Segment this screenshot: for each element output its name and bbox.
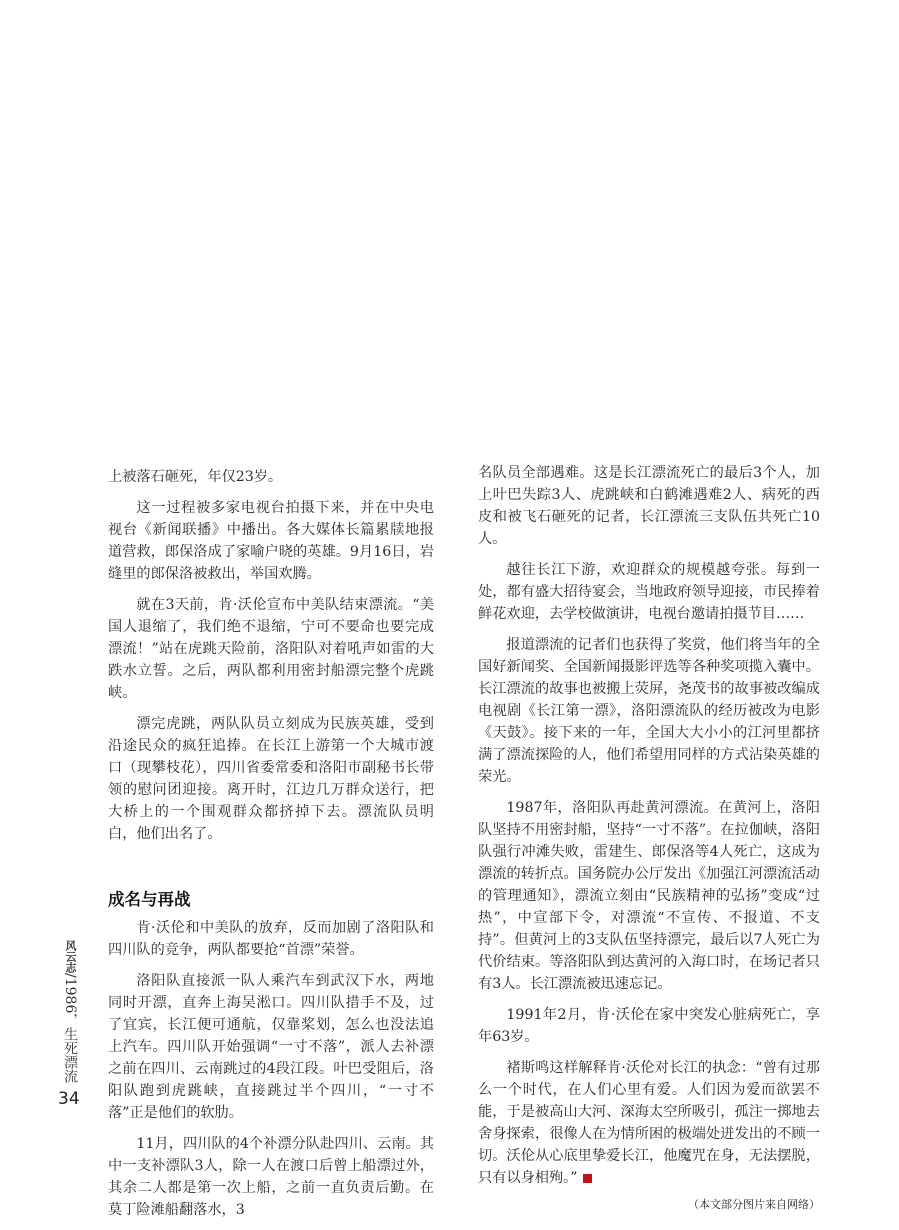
- paragraph: 洛阳队直接派一队人乘汽车到武汉下水，两地同时开漂，直奔上海吴淞口。四川队措手不及，过了宜宾，长江便可通航，仅靠桨划，怎么也没法追上汽车。四川队开始强调“一寸不落”，派人去补漂之前在四川、云南跳过的4段江段。叶巴受阻后，洛阳队跑到虎跳峡，直接跳过半个四川，“一寸不落”正是他们的软肋。: [108, 973, 434, 1121]
- right-column: [478, 462, 820, 1216]
- final-paragraph: [478, 1057, 820, 1189]
- end-mark-icon: [583, 1174, 592, 1183]
- issue-topic: /1986，生死漂流: [62, 973, 78, 1084]
- paragraph: 11月，四川队的4个补漂分队赴四川、云南。其中一支补漂队3人，除一人在渡口后曾上船漂过外，其余二人都是第一次上船，之前一直负责后勤。在莫丁险滩船翻落水，3: [108, 1136, 434, 1218]
- paragraph: 漂完虎跳，两队队员立刻成为民族英雄，受到沿途民众的疯狂追捧。在长江上游第一个大城市渡口（现攀枝花），四川省委常委和洛阳市副秘书长带领的慰问团迎接。离开时，江边几万群众送行，把大桥上的一个围观群众都挤掉下去。漂流队员明白，他们出名了。: [108, 716, 434, 842]
- page-sidebar: [60, 940, 90, 1109]
- paragraph: 上被落石砸死，年仅23岁。: [108, 469, 283, 485]
- paragraph: 这一过程被多家电视台拍摄下来，并在中央电视台《新闻联播》中播出。各大媒体长篇累牍地报道营救，郎保洛成了家喻户晓的英雄。9月16日，岩缝里的郎保洛被救出，举国欢腾。: [108, 500, 434, 582]
- source-note: （本文部分图片来自网络）: [688, 1198, 820, 1211]
- column-name: 风云志: [64, 940, 77, 973]
- left-column: [108, 466, 434, 1230]
- paragraph: 越往长江下游，欢迎群众的规模越夸张。每到一处，都有盛大招待宴会，当地政府领导迎接，市民捧着鲜花欢迎，去学校做演讲，电视台邀请拍摄节目……: [478, 562, 820, 622]
- paragraph-text: 褚斯鸣这样解释肯·沃伦对长江的执念：“曾有过那么一个时代，在人们心里有爱。人们因为爱而欲罢不能，于是被高山大河、深海太空所吸引，孤注一掷地去舍身探索，很像人在为情所困的极端处迸发出的不顾一切。沃伦从心底里挚爱长江，他魔咒在身，无法摆脱，只有以身相殉。”: [478, 1060, 820, 1186]
- paragraph: 名队员全部遇难。这是长江漂流死亡的最后3个人，加上叶巴失踪3人、虎跳峡和白鹤滩遇难2人、病死的西皮和被飞石砸死的记者，长江漂流三支队伍共死亡10人。: [478, 465, 820, 547]
- section-heading: 成名与再战: [108, 890, 191, 909]
- section-title-vertical: [60, 940, 80, 1083]
- paragraph: 1987年，洛阳队再赴黄河漂流。在黄河上，洛阳队坚持不用密封船，坚持“一寸不落”。在拉伽峡，洛阳队强行冲滩失败，雷建生、郎保洛等4人死亡，这成为漂流的转折点。国务院办公厅发出《加强江河漂流活动的管理通知》，漂流立刻由“民族精神的弘扬”变成“过热”，中宣部下令，对漂流“不宣传、不报道、不支持”。但黄河上的3支队伍坚持漂完，最后以7人死亡为代价结束。等洛阳队到达黄河的入海口时，在场记者只有3人。长江漂流被迅速忘记。: [478, 800, 820, 992]
- paragraph: 报道漂流的记者们也获得了奖赏，他们将当年的全国好新闻奖、全国新闻摄影评选等各种奖项揽入囊中。长江漂流的故事也被搬上荧屏，尧茂书的故事被改编成电视剧《长江第一漂》，洛阳漂流队的经历被改为电影《天鼓》。接下来的一年，全国大大小小的江河里都挤满了漂流探险的人，他们希望用同样的方式沾染英雄的荣光。: [478, 637, 820, 785]
- paragraph: 肯·沃伦和中美队的放弃，反而加剧了洛阳队和四川队的竞争，两队都要抢“首漂”荣誉。: [108, 920, 434, 958]
- page-number: 34: [58, 1089, 80, 1110]
- paragraph: 1991年2月，肯·沃伦在家中突发心脏病死亡，享年63岁。: [478, 1007, 820, 1045]
- paragraph: 就在3天前，肯·沃伦宣布中美队结束漂流。“美国人退缩了，我们绝不退缩，宁可不要命也要完成漂流！”站在虎跳天险前，洛阳队对着吼声如雷的大跌水立誓。之后，两队都利用密封船漂完整个虎跳峡。: [108, 597, 434, 701]
